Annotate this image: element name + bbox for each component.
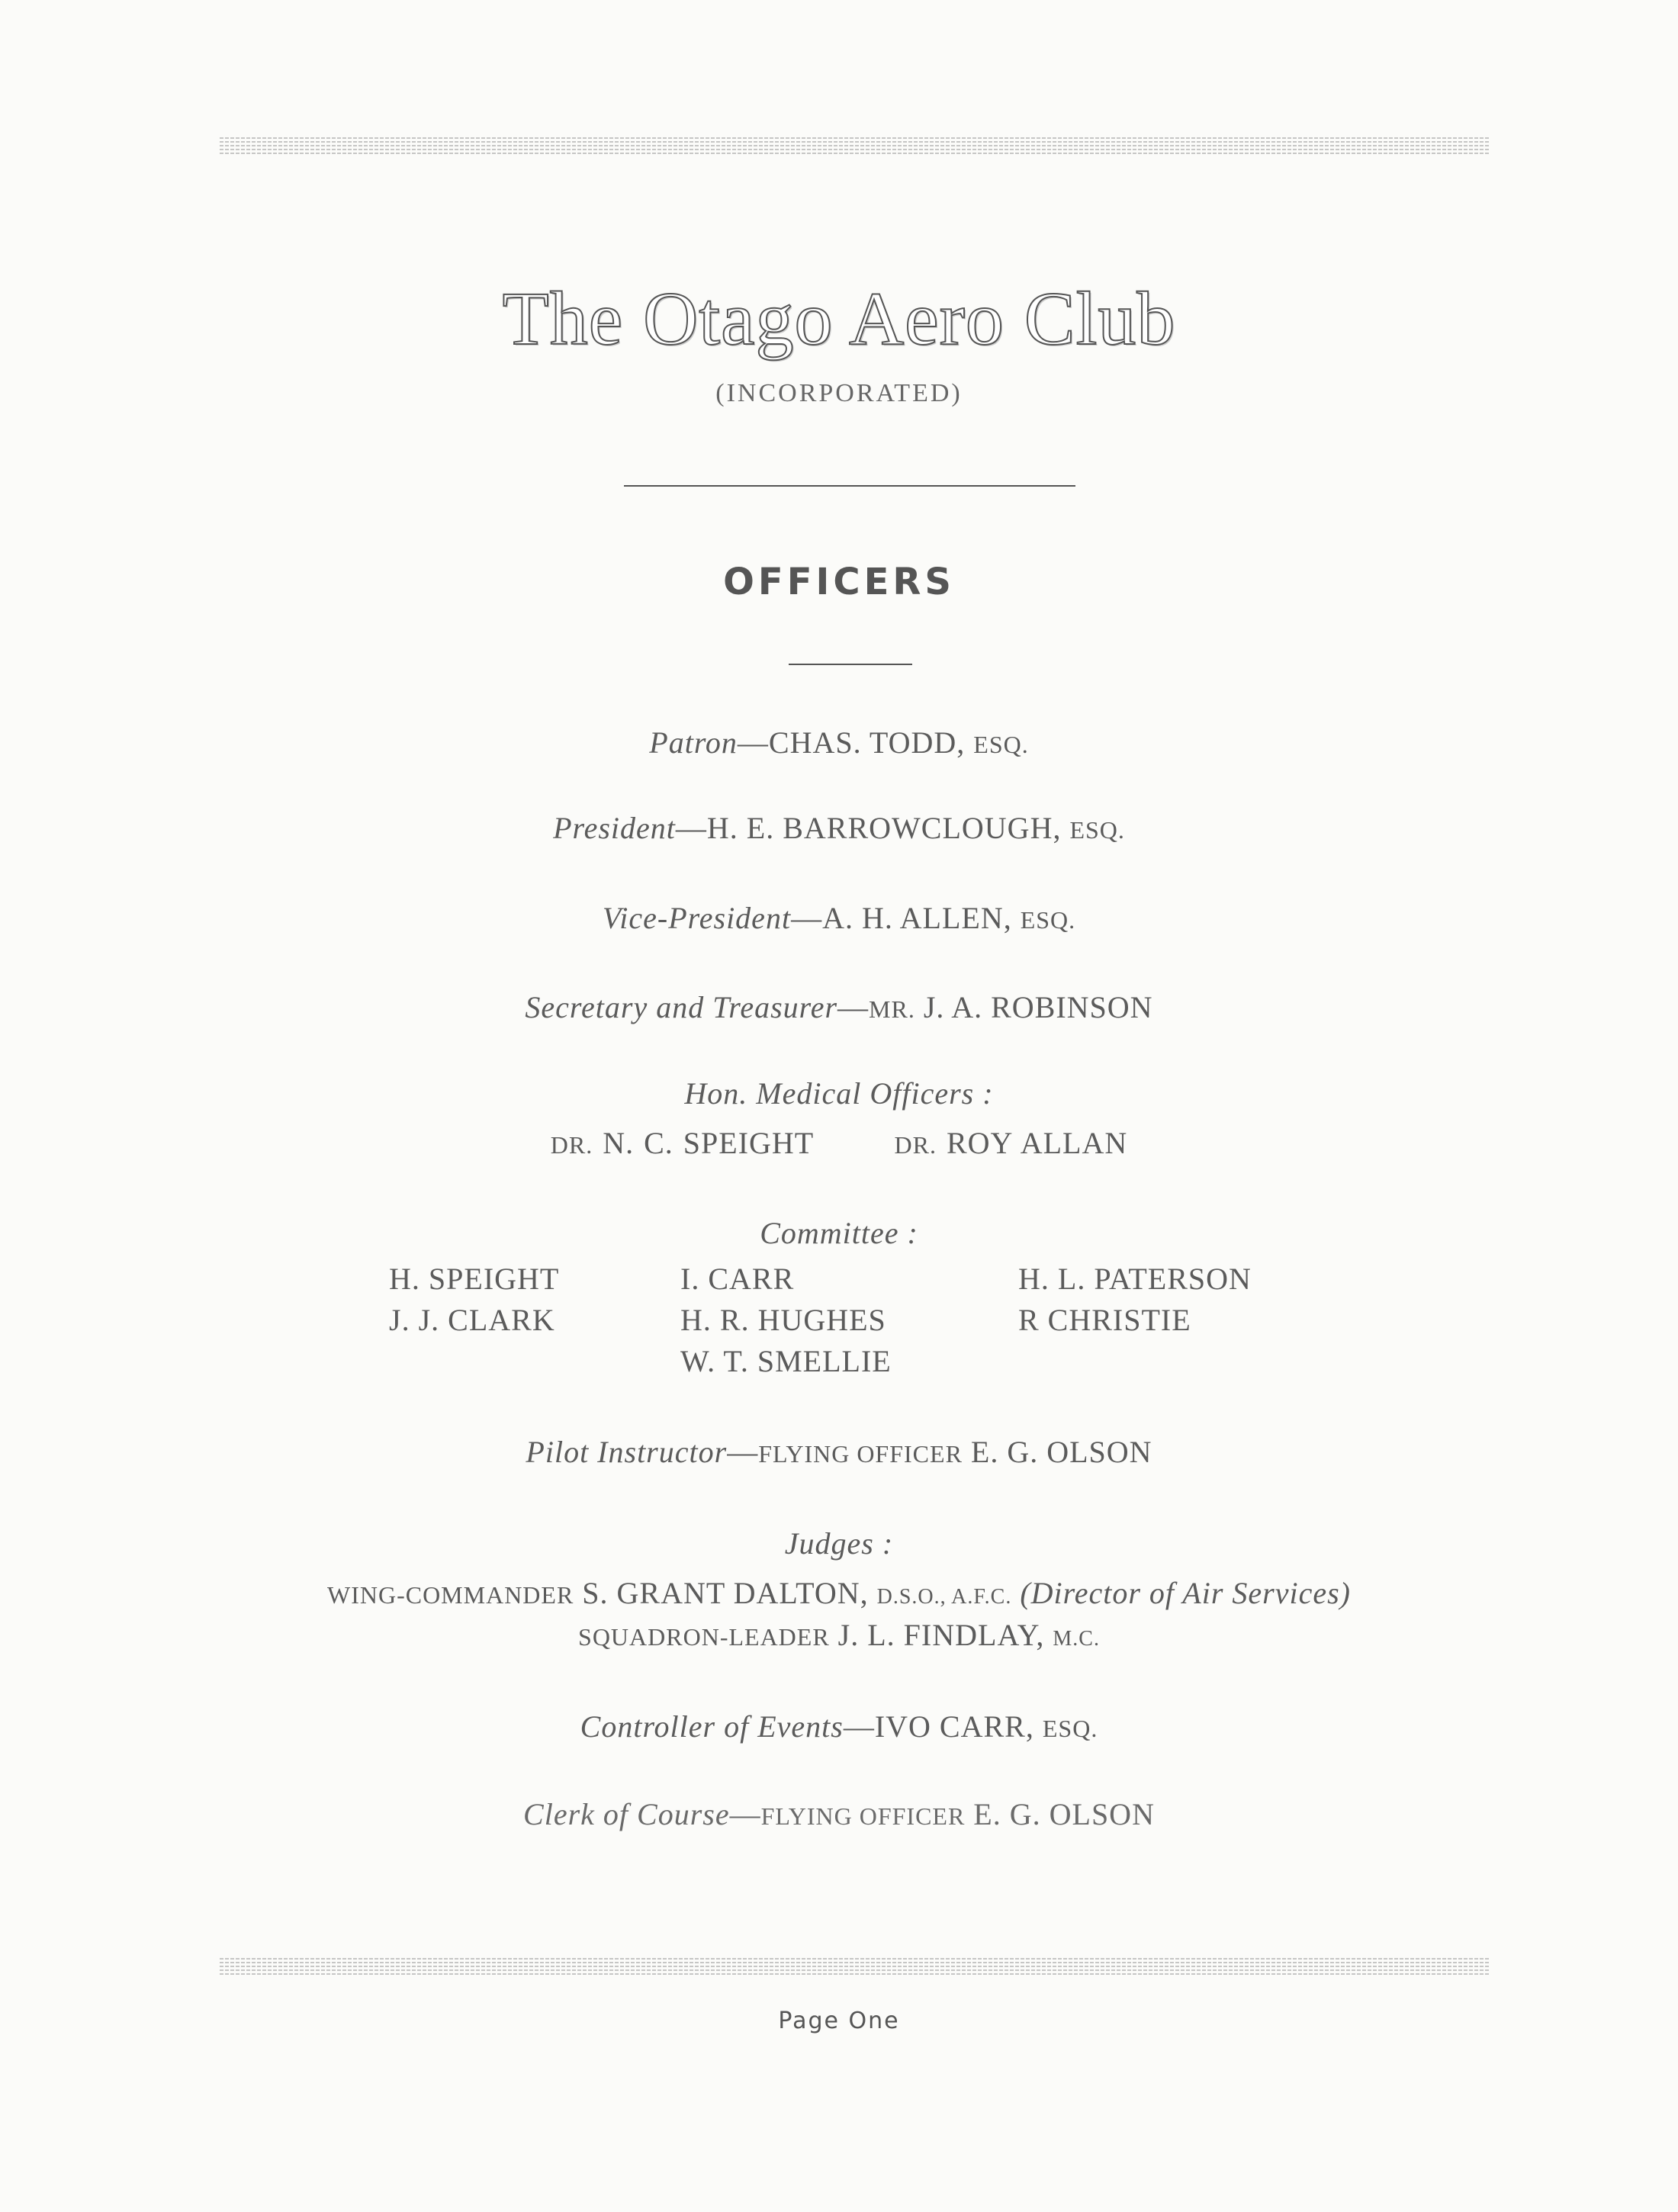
patron-line — [0, 725, 1678, 760]
secretary-line — [0, 989, 1678, 1025]
clerk-line — [0, 1796, 1678, 1832]
president-role: President — [553, 811, 676, 845]
committee-member: R CHRISTIE — [1018, 1303, 1191, 1337]
club-title: The Otago Aero Club — [502, 276, 1176, 361]
medical-name-2: ROY ALLAN — [946, 1126, 1128, 1160]
committee-column-1 — [389, 1259, 559, 1341]
judge-1-honours: D.S.O., A.F.C. — [876, 1585, 1012, 1609]
medical-prefix-1: DR. — [550, 1131, 593, 1159]
president-name: H. E. BARROWCLOUGH, — [706, 811, 1062, 845]
incorporated-subtitle: (INCORPORATED) — [715, 379, 963, 407]
judge-line-1 — [0, 1575, 1678, 1611]
committee-member: W. T. SMELLIE — [680, 1344, 892, 1378]
judge-line-2 — [0, 1617, 1678, 1653]
judges-heading: Judges : — [784, 1526, 894, 1561]
patron-suffix: ESQ. — [973, 731, 1029, 758]
committee-heading: Committee : — [760, 1216, 918, 1250]
officers-heading: OFFICERS — [723, 561, 955, 603]
committee-column-3 — [1018, 1259, 1252, 1341]
medical-members — [0, 1125, 1678, 1161]
medical-prefix-2: DR. — [894, 1131, 937, 1159]
judge-2-honours: M.C. — [1053, 1627, 1100, 1651]
vice-president-role: Vice-President — [602, 901, 792, 935]
president-line — [0, 810, 1678, 846]
patron-name: CHAS. TODD, — [768, 725, 966, 760]
pilot-instructor-line — [0, 1434, 1678, 1470]
dash: — — [729, 1797, 761, 1831]
committee-member: H. SPEIGHT — [389, 1262, 560, 1296]
medical-heading: Hon. Medical Officers : — [684, 1076, 994, 1111]
dash: — — [791, 901, 823, 935]
vice-president-line — [0, 900, 1678, 936]
dash: — — [843, 1709, 875, 1744]
judge-1-name: S. GRANT DALTON, — [582, 1576, 869, 1610]
pilot-instructor-role: Pilot Instructor — [526, 1435, 728, 1469]
top-decorative-band — [220, 137, 1489, 154]
clerk-title: FLYING OFFICER — [760, 1802, 966, 1830]
vice-president-name: A. H. ALLEN, — [822, 901, 1012, 935]
title-divider — [624, 485, 1075, 487]
clerk-role: Clerk of Course — [523, 1797, 730, 1831]
controller-line — [0, 1709, 1678, 1744]
pilot-instructor-title: FLYING OFFICER — [758, 1440, 963, 1468]
dash: — — [727, 1435, 759, 1469]
controller-role: Controller of Events — [580, 1709, 844, 1744]
controller-name: IVO CARR, — [874, 1709, 1034, 1744]
medical-name-1: N. C. SPEIGHT — [603, 1126, 814, 1160]
controller-suffix: ESQ. — [1042, 1715, 1098, 1742]
judge-1-note: (Director of Air Services) — [1020, 1576, 1352, 1610]
dash: — — [837, 990, 870, 1024]
bottom-decorative-band — [220, 1958, 1489, 1975]
secretary-name: J. A. ROBINSON — [923, 990, 1153, 1024]
judge-1-title: WING-COMMANDER — [326, 1581, 574, 1609]
dash: — — [737, 725, 769, 760]
clerk-name: E. G. OLSON — [973, 1797, 1155, 1831]
patron-role: Patron — [649, 725, 738, 760]
committee-member: J. J. CLARK — [389, 1303, 555, 1337]
dash: — — [675, 811, 707, 845]
committee-member: H. L. PATERSON — [1018, 1262, 1252, 1296]
vice-president-suffix: ESQ. — [1020, 906, 1076, 934]
officers-divider — [789, 664, 912, 665]
pilot-instructor-name: E. G. OLSON — [970, 1435, 1152, 1469]
page-number: Page One — [778, 2008, 900, 2034]
secretary-role: Secretary and Treasurer — [525, 990, 838, 1024]
committee-member: H. R. HUGHES — [680, 1303, 886, 1337]
committee-member: I. CARR — [680, 1262, 795, 1296]
judge-2-name: J. L. FINDLAY, — [837, 1618, 1045, 1652]
secretary-prefix: MR. — [869, 995, 915, 1023]
judge-2-title: SQUADRON-LEADER — [578, 1623, 830, 1651]
president-suffix: ESQ. — [1069, 816, 1125, 844]
committee-column-2 — [680, 1259, 892, 1382]
